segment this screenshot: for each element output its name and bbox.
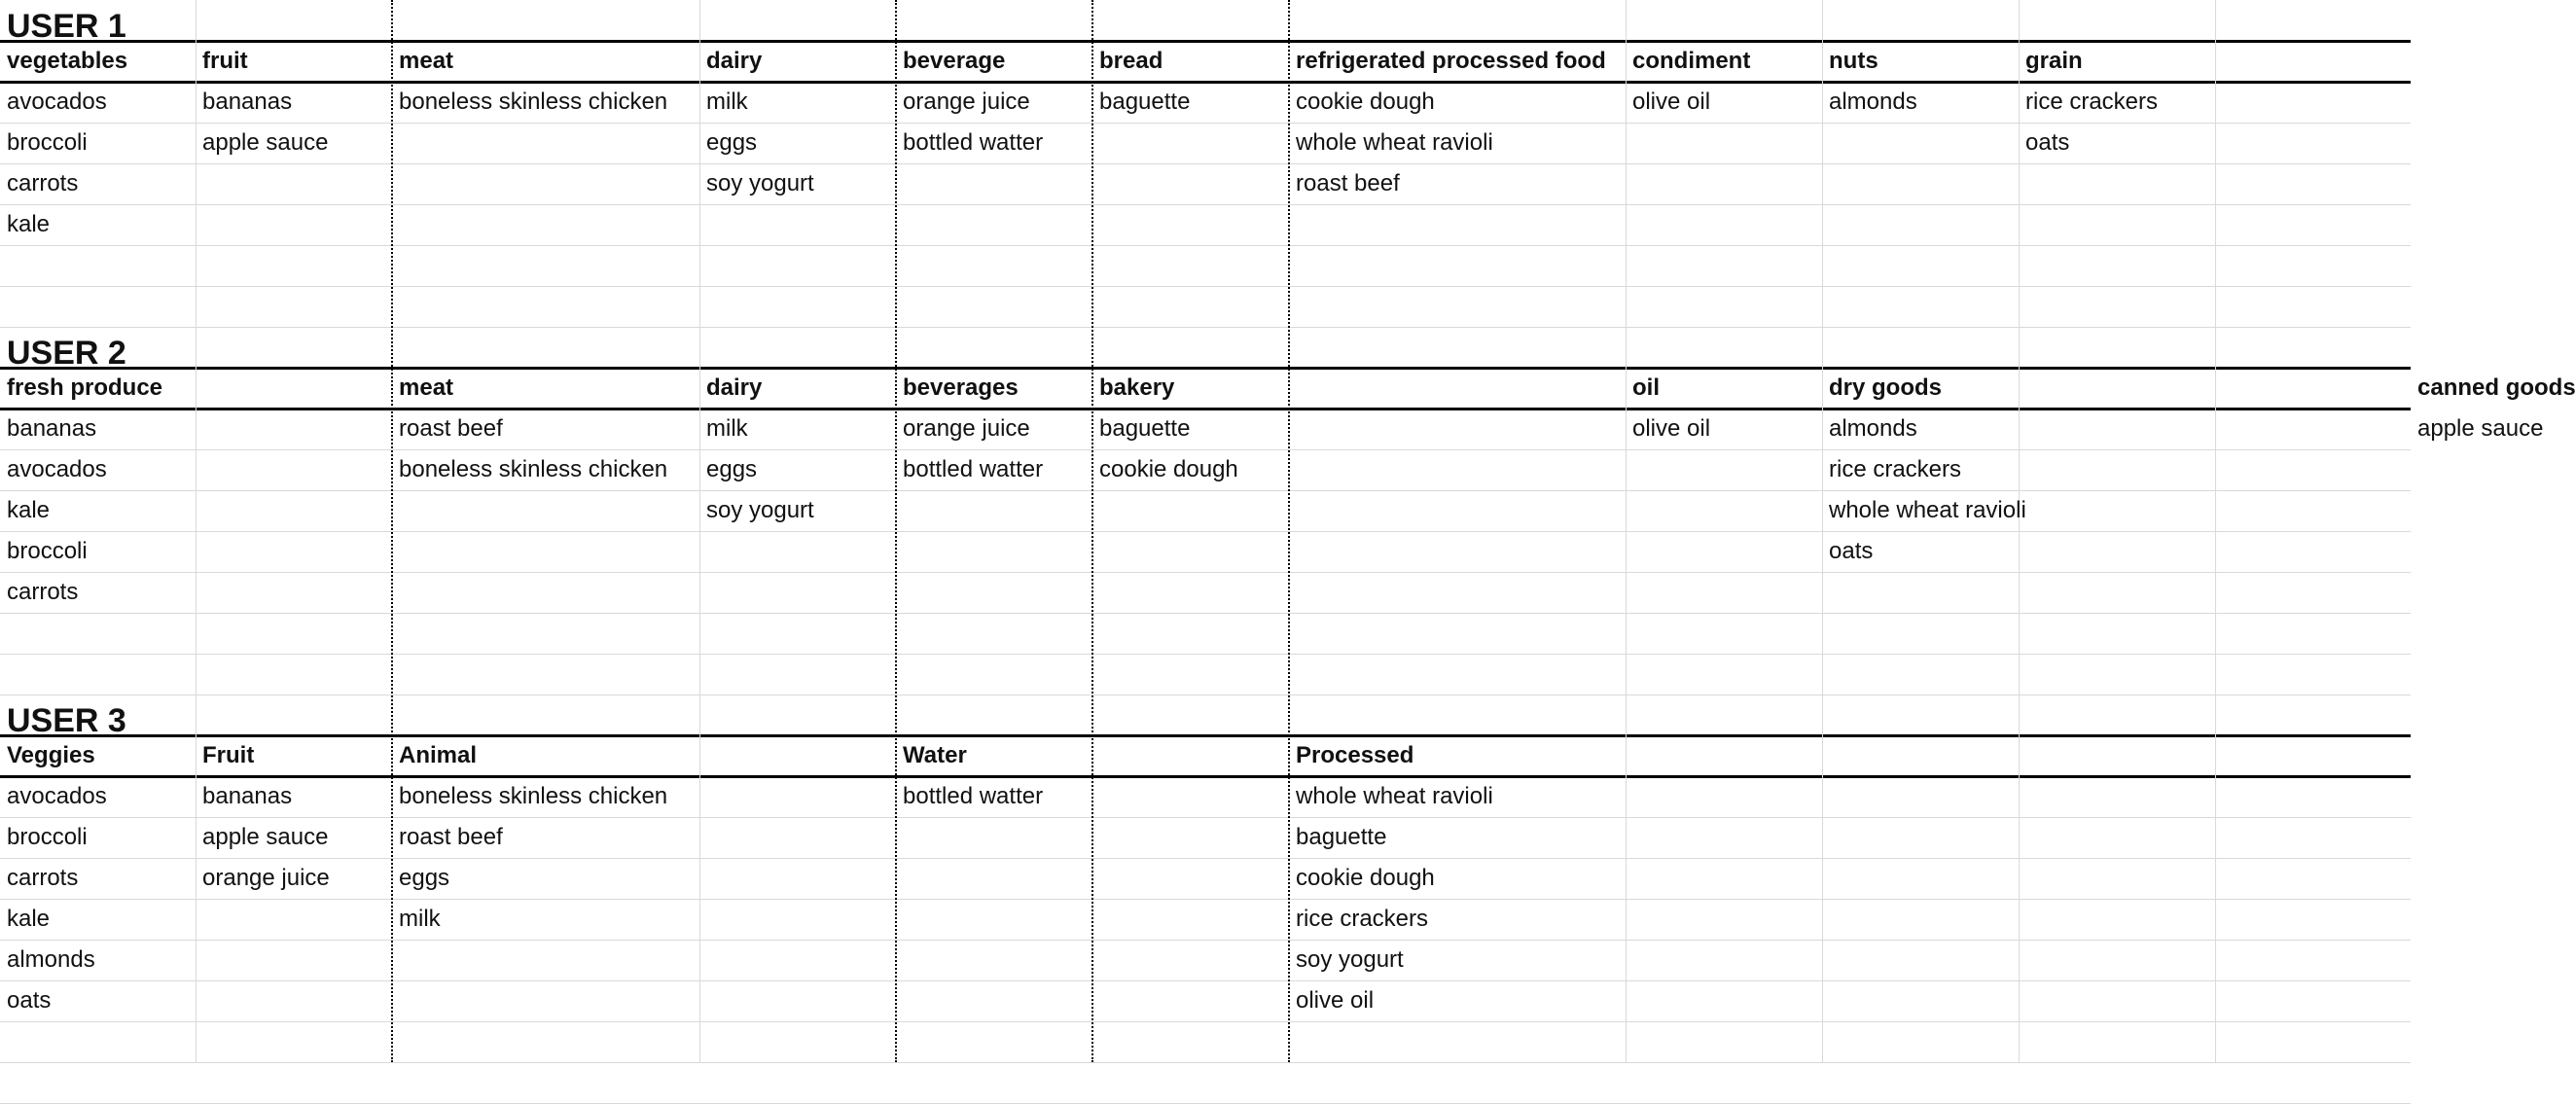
- data-cell[interactable]: rice crackers: [1296, 906, 1429, 932]
- data-cell[interactable]: kale: [7, 211, 51, 237]
- data-cell[interactable]: oats: [1829, 538, 1874, 564]
- data-cell[interactable]: carrots: [7, 170, 79, 196]
- data-cell[interactable]: roast beef: [399, 824, 503, 850]
- data-cell[interactable]: whole wheat ravioli: [1829, 497, 2026, 523]
- section-title[interactable]: USER 1: [7, 8, 126, 45]
- column-header-cell[interactable]: canned goods: [2417, 374, 2576, 401]
- column-header-cell[interactable]: fruit: [202, 48, 248, 74]
- section-title[interactable]: USER 2: [7, 335, 126, 372]
- data-cell[interactable]: almonds: [7, 946, 95, 973]
- row-gridline: [0, 245, 2411, 246]
- data-cell[interactable]: eggs: [706, 456, 758, 482]
- data-cell[interactable]: bottled watter: [903, 456, 1044, 482]
- column-header-cell[interactable]: dry goods: [1829, 374, 1943, 401]
- data-cell[interactable]: broccoli: [7, 538, 88, 564]
- row-gridline: [0, 490, 2411, 491]
- data-cell[interactable]: baguette: [1099, 415, 1191, 442]
- data-cell[interactable]: whole wheat ravioli: [1296, 783, 1493, 809]
- row-gridline: [0, 980, 2411, 981]
- column-header-cell[interactable]: refrigerated processed food: [1296, 48, 1606, 74]
- data-cell[interactable]: apple sauce: [2417, 415, 2544, 442]
- data-cell[interactable]: cookie dough: [1099, 456, 1238, 482]
- data-cell[interactable]: milk: [706, 415, 748, 442]
- data-cell[interactable]: boneless skinless chicken: [399, 783, 668, 809]
- data-cell[interactable]: bananas: [202, 89, 293, 115]
- data-cell[interactable]: kale: [7, 906, 51, 932]
- data-cell[interactable]: soy yogurt: [706, 170, 814, 196]
- column-header-cell[interactable]: dairy: [706, 374, 763, 401]
- row-gridline: [0, 613, 2411, 614]
- column-header-cell[interactable]: Veggies: [7, 742, 95, 768]
- column-header-cell[interactable]: grain: [2025, 48, 2083, 74]
- data-cell[interactable]: carrots: [7, 579, 79, 605]
- data-cell[interactable]: broccoli: [7, 824, 88, 850]
- column-header-cell[interactable]: beverage: [903, 48, 1006, 74]
- data-cell[interactable]: soy yogurt: [706, 497, 814, 523]
- data-cell[interactable]: broccoli: [7, 129, 88, 156]
- row-gridline: [0, 204, 2411, 205]
- column-header-cell[interactable]: vegetables: [7, 48, 128, 74]
- data-cell[interactable]: avocados: [7, 89, 107, 115]
- data-cell[interactable]: bottled watter: [903, 129, 1044, 156]
- column-header-cell[interactable]: fresh produce: [7, 374, 163, 401]
- column-header-cell[interactable]: bread: [1099, 48, 1163, 74]
- row-gridline: [0, 163, 2411, 164]
- data-cell[interactable]: orange juice: [202, 865, 330, 891]
- data-cell[interactable]: almonds: [1829, 89, 1917, 115]
- data-cell[interactable]: olive oil: [1632, 89, 1711, 115]
- data-cell[interactable]: carrots: [7, 865, 79, 891]
- column-gridline: [2215, 0, 2216, 1062]
- data-cell[interactable]: avocados: [7, 783, 107, 809]
- data-cell[interactable]: roast beef: [399, 415, 503, 442]
- data-cell[interactable]: oats: [7, 987, 52, 1014]
- data-cell[interactable]: rice crackers: [1829, 456, 1962, 482]
- data-cell[interactable]: almonds: [1829, 415, 1917, 442]
- data-cell[interactable]: boneless skinless chicken: [399, 456, 668, 482]
- data-cell[interactable]: cookie dough: [1296, 865, 1435, 891]
- row-gridline: [0, 1062, 2411, 1063]
- row-gridline: [0, 654, 2411, 655]
- data-cell[interactable]: eggs: [706, 129, 758, 156]
- data-cell[interactable]: roast beef: [1296, 170, 1400, 196]
- column-header-cell[interactable]: nuts: [1829, 48, 1878, 74]
- data-cell[interactable]: milk: [399, 906, 441, 932]
- row-gridline: [0, 286, 2411, 287]
- data-cell[interactable]: bottled watter: [903, 783, 1044, 809]
- data-cell[interactable]: baguette: [1099, 89, 1191, 115]
- data-cell[interactable]: rice crackers: [2025, 89, 2159, 115]
- column-gridline: [1626, 0, 1627, 1062]
- data-cell[interactable]: baguette: [1296, 824, 1387, 850]
- column-header-cell[interactable]: dairy: [706, 48, 763, 74]
- data-cell[interactable]: whole wheat ravioli: [1296, 129, 1493, 156]
- column-header-cell[interactable]: Water: [903, 742, 967, 768]
- column-header-cell[interactable]: meat: [399, 48, 454, 74]
- data-cell[interactable]: cookie dough: [1296, 89, 1435, 115]
- row-gridline: [0, 940, 2411, 941]
- data-cell[interactable]: avocados: [7, 456, 107, 482]
- data-cell[interactable]: kale: [7, 497, 51, 523]
- data-cell[interactable]: orange juice: [903, 89, 1030, 115]
- data-cell[interactable]: bananas: [7, 415, 97, 442]
- data-cell[interactable]: apple sauce: [202, 129, 329, 156]
- row-gridline: [0, 899, 2411, 900]
- data-cell[interactable]: soy yogurt: [1296, 946, 1404, 973]
- row-gridline: [0, 327, 2411, 328]
- column-header-cell[interactable]: Processed: [1296, 742, 1414, 768]
- column-header-cell[interactable]: Animal: [399, 742, 478, 768]
- row-gridline: [0, 531, 2411, 532]
- data-cell[interactable]: apple sauce: [202, 824, 329, 850]
- row-gridline: [0, 572, 2411, 573]
- data-cell[interactable]: milk: [706, 89, 748, 115]
- column-header-cell[interactable]: oil: [1632, 374, 1660, 401]
- column-header-cell[interactable]: meat: [399, 374, 454, 401]
- data-cell[interactable]: oats: [2025, 129, 2070, 156]
- data-cell[interactable]: olive oil: [1296, 987, 1375, 1014]
- data-cell[interactable]: olive oil: [1632, 415, 1711, 442]
- row-gridline: [0, 694, 2411, 695]
- column-header-cell[interactable]: Fruit: [202, 742, 255, 768]
- column-header-cell[interactable]: beverages: [903, 374, 1019, 401]
- data-cell[interactable]: orange juice: [903, 415, 1030, 442]
- column-header-cell[interactable]: bakery: [1099, 374, 1175, 401]
- data-cell[interactable]: bananas: [202, 783, 293, 809]
- data-cell[interactable]: boneless skinless chicken: [399, 89, 668, 115]
- section-title[interactable]: USER 3: [7, 702, 126, 739]
- column-header-cell[interactable]: condiment: [1632, 48, 1751, 74]
- data-cell[interactable]: eggs: [399, 865, 450, 891]
- row-gridline: [0, 1021, 2411, 1022]
